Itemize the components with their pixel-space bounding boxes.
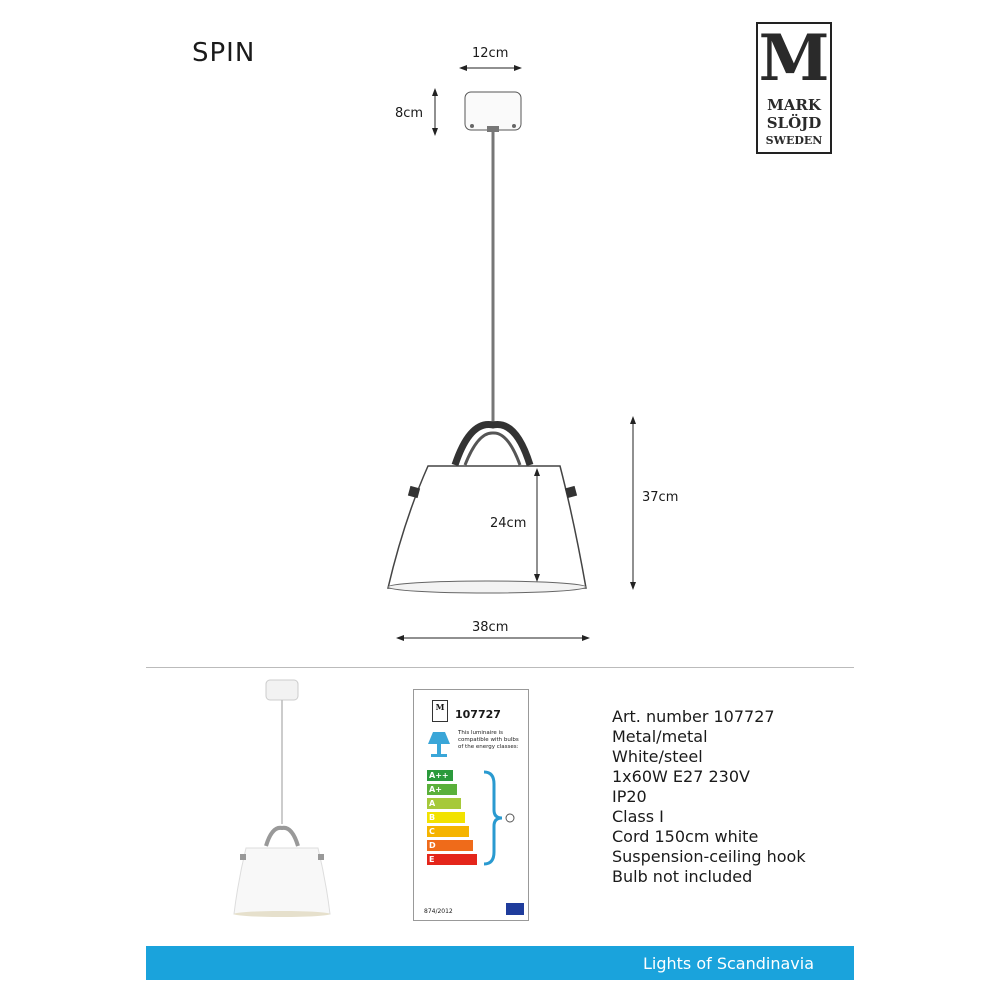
energy-class-row: A — [427, 798, 461, 809]
ceiling-canopy — [465, 92, 521, 132]
spec-item: Cord 150cm white — [612, 827, 759, 846]
spec-item: Suspension-ceiling hook — [612, 847, 806, 866]
spec-item: Metal/metal — [612, 727, 708, 746]
energy-class-row: E — [427, 854, 477, 865]
brace-icon — [480, 770, 520, 866]
logo-line-2: SLÖJD — [766, 114, 822, 132]
logo-line-1: MARK — [767, 96, 821, 114]
label-article-number: 107727 — [455, 708, 501, 721]
dim-shade-width: 38cm — [472, 620, 509, 635]
energy-class-row: C — [427, 826, 469, 837]
eu-flag-icon — [506, 903, 524, 915]
energy-label — [413, 689, 529, 921]
footer-text: Lights of Scandinavia — [642, 954, 814, 973]
dim-canopy-height: 8cm — [395, 106, 424, 121]
spec-item: Art. number 107727 — [612, 707, 775, 726]
spec-item: Bulb not included — [612, 867, 753, 886]
footer-banner — [146, 946, 854, 980]
dim-canopy-width: 12cm — [472, 46, 509, 61]
energy-class-row: A+ — [427, 784, 457, 795]
product-title: SPIN — [192, 38, 256, 68]
spec-item: White/steel — [612, 747, 703, 766]
dim-total-height: 37cm — [642, 490, 679, 505]
dim-shade-height: 24cm — [490, 516, 527, 531]
lamp-icon — [426, 730, 452, 758]
spec-list — [612, 707, 806, 887]
energy-class-row: A++ — [427, 770, 453, 781]
label-regulation: 874/2012 — [424, 908, 453, 915]
label-description: This luminaire is compatible with bulbs of the energy classes: — [458, 730, 519, 750]
lamp-shade — [388, 466, 586, 588]
spec-item: IP20 — [612, 787, 647, 806]
label-logo: M — [432, 700, 448, 722]
spec-item: Class I — [612, 807, 664, 826]
energy-class-row: B — [427, 812, 465, 823]
spec-item: 1x60W E27 230V — [612, 767, 750, 786]
energy-class-row: D — [427, 840, 473, 851]
section-divider — [146, 667, 854, 668]
logo-letter: M — [758, 21, 830, 96]
logo-line-3: SWEDEN — [765, 134, 823, 147]
product-photo — [220, 676, 350, 936]
